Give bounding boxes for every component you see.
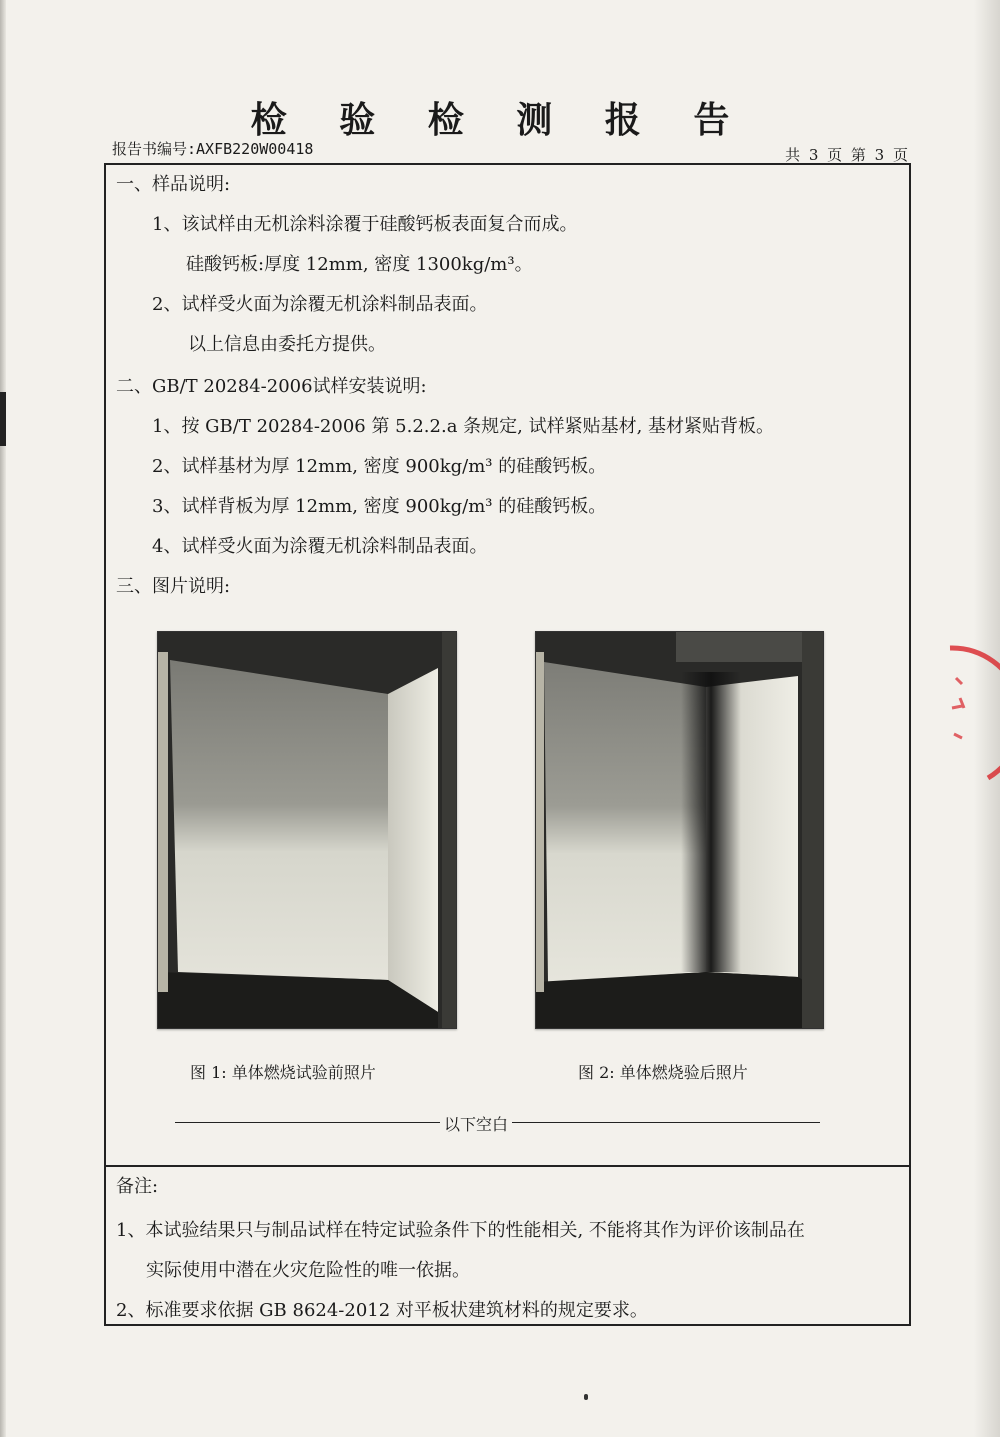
section2-heading: 二、GB/T 20284-2006试样安装说明: xyxy=(116,376,427,397)
photo-after-test xyxy=(535,631,824,1029)
section3-heading: 三、图片说明: xyxy=(116,576,231,597)
remarks-item1-line2: 实际使用中潜在火灾危险性的唯一依据。 xyxy=(146,1260,470,1281)
blank-marker: 以下空白 xyxy=(440,1112,512,1135)
photo-before-test xyxy=(157,631,457,1029)
section2-item1: 1、按 GB/T 20284-2006 第 5.2.2.a 条规定, 试样紧贴基材, 基材紧贴背板。 xyxy=(152,416,775,437)
section2-item3: 3、试样背板为厚 12mm, 密度 900kg/m³ 的硅酸钙板。 xyxy=(152,496,607,517)
section2-item2: 2、试样基材为厚 12mm, 密度 900kg/m³ 的硅酸钙板。 xyxy=(152,456,607,477)
binding-mark xyxy=(0,392,6,446)
photo-caption-1: 图 1: 单体燃烧试验前照片 xyxy=(190,1063,376,1082)
report-number: 报告书编号:AXFB220W00418 xyxy=(112,140,314,158)
photo-caption-2: 图 2: 单体燃烧验后照片 xyxy=(578,1063,748,1082)
remarks-divider xyxy=(106,1165,909,1167)
paper-edge xyxy=(0,0,6,1437)
section2-item4: 4、试样受火面为涂覆无机涂料制品表面。 xyxy=(152,536,488,557)
report-title: 检 验 检 测 报 告 xyxy=(250,99,750,141)
section1-item1-sub: 硅酸钙板:厚度 12mm, 密度 1300kg/m³。 xyxy=(186,254,533,275)
section1-heading: 一、样品说明: xyxy=(116,174,231,195)
seal-stamp xyxy=(930,638,1000,788)
remarks-item2: 2、标准要求依据 GB 8624-2012 对平板状建筑材料的规定要求。 xyxy=(116,1300,648,1321)
section1-note: 以上信息由委托方提供。 xyxy=(188,334,386,355)
section1-item1: 1、该试样由无机涂料涂覆于硅酸钙板表面复合而成。 xyxy=(152,214,578,235)
remarks-item1-line1: 1、本试验结果只与制品试样在特定试验条件下的性能相关, 不能将其作为评价该制品在 xyxy=(116,1220,805,1241)
remarks-heading: 备注: xyxy=(116,1176,159,1197)
ink-dot xyxy=(584,1394,588,1400)
section1-item2: 2、试样受火面为涂覆无机涂料制品表面。 xyxy=(152,294,488,315)
page-info: 共 3 页 第 3 页 xyxy=(785,146,910,164)
